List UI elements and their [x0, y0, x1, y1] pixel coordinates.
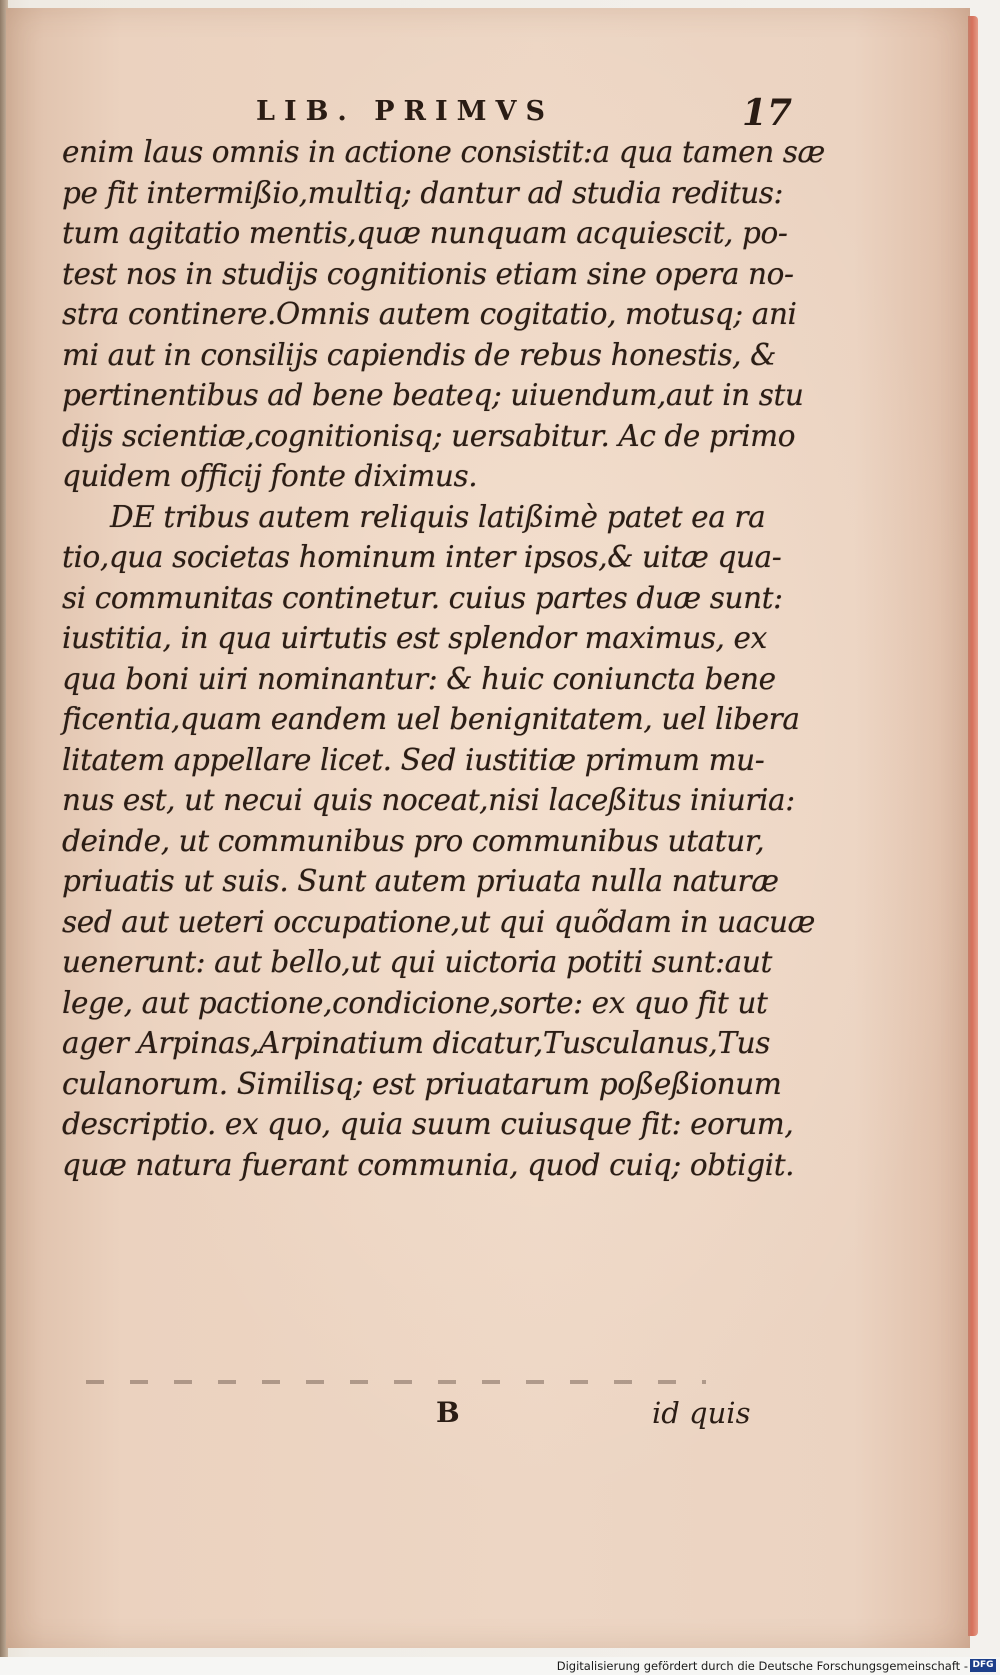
text-line: tio,qua societas hominum inter ipsos,& uitæ qua-	[62, 540, 782, 574]
text-line: sed aut ueteri occupatione,ut qui quõdam in uacuæ	[62, 904, 815, 939]
text-block	[62, 132, 825, 1185]
text-line: priuatis ut suis. Sunt autem priuata nulla naturæ	[62, 864, 779, 898]
text-line: ager Arpinas,Arpinatium dicatur,Tusculanus,Tus	[62, 1026, 770, 1060]
folio-number: 17	[742, 92, 793, 134]
text-line: ficentia,quam eandem uel benignitatem, uel libera	[62, 702, 800, 736]
text-line: tum agitatio mentis,quæ nunquam acquiescit, po-	[62, 216, 788, 250]
running-head: LIB. PRIMVS	[256, 96, 554, 127]
text-line: uenerunt: aut bello,ut qui uictoria potiti sunt:aut	[62, 945, 772, 979]
text-line: enim laus omnis in actione consistit:a qua tamen sæ	[62, 135, 825, 169]
text-line: si communitas continetur. cuius partes duæ sunt:	[62, 580, 783, 615]
text-line: pe fit intermißio,multiq; dantur ad studia reditus:	[62, 175, 784, 210]
red-page-edge	[968, 16, 978, 1636]
book-page	[6, 8, 970, 1648]
digitization-credit: Digitalisierung gefördert durch die Deutsche Forschungsgemeinschaft -	[556, 1659, 968, 1673]
catchword: id quis	[652, 1396, 751, 1430]
text-line: test nos in studijs cognitionis etiam sine opera no-	[62, 256, 794, 291]
text-line: dijs scientiæ,cognitionisq; uersabitur. Ac de primo	[62, 418, 796, 453]
text-line: pertinentibus ad bene beateq; uiuendum,aut in stu	[62, 378, 804, 412]
text-line: culanorum. Similisq; est priuatarum poßeßionum	[62, 1066, 782, 1101]
text-line: lege, aut pactione,condicione,sorte: ex quo fit ut	[62, 985, 768, 1020]
text-line: mi aut in consilijs capiendis de rebus honestis, &	[62, 337, 777, 372]
text-line: nus est, ut necui quis noceat,nisi laceßitus iniuria:	[62, 783, 795, 817]
text-line: quæ natura fuerant communia, quod cuiq; obtigit.	[62, 1147, 795, 1182]
text-line: qua boni uiri nominantur: & huic coniuncta bene	[62, 661, 776, 696]
text-line: descriptio. ex quo, quia suum cuiusque fit: eorum,	[62, 1107, 794, 1141]
text-line: deinde, ut communibus pro communibus utatur,	[62, 823, 765, 858]
text-line: iustitia, in qua uirtutis est splendor maximus, ex	[62, 621, 767, 655]
text-line: quidem officij fonte diximus.	[62, 459, 478, 493]
text-line: stra continere.Omnis autem cogitatio, motusq; ani	[62, 297, 797, 331]
show-through-marks	[86, 1380, 706, 1384]
dfg-logo: DFG	[970, 1659, 996, 1672]
text-line-indented: DE tribus autem reliquis latißimè patet ea ra	[110, 499, 766, 534]
text-line: litatem appellare licet. Sed iustitiæ primum mu-	[62, 742, 765, 777]
signature-mark: B	[436, 1396, 460, 1429]
